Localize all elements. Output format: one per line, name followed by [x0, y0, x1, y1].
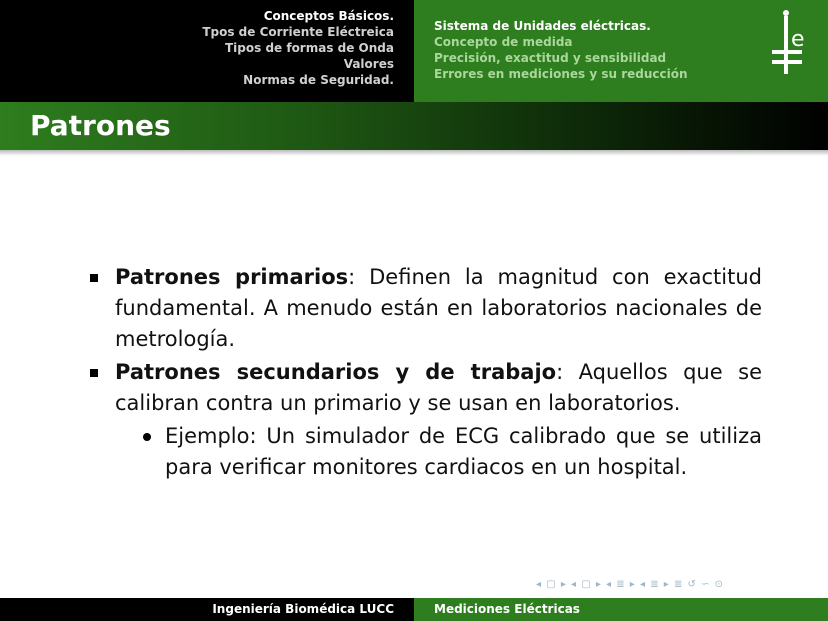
nav-item-concepto-medida[interactable]: Concepto de medida — [434, 35, 573, 49]
item-text: : Aquellos que se calibran contra un primario y se usan en laboratorios. — [115, 360, 762, 415]
square-bullet-icon — [90, 369, 98, 377]
item-text: : Definen la magnitud con exactitud fundamental. A menudo están en laboratorios nacionales de metrología. — [115, 265, 762, 351]
header — [0, 0, 828, 102]
item-term: Patrones primarios — [115, 265, 349, 289]
nav-item-formas-onda[interactable]: Tipos de formas de Onda — [224, 41, 394, 55]
footer-institution: Ingeniería Biomédica LUCC — [0, 598, 414, 621]
header-subsection-nav — [414, 0, 828, 102]
sub-list-item — [90, 421, 762, 483]
list-item — [90, 262, 762, 355]
footer — [0, 598, 828, 621]
nav-item-precision[interactable]: Precisión, exactitud y sensibilidad — [434, 51, 667, 65]
slide-content — [90, 262, 762, 483]
nav-item-errores[interactable]: Errores en mediciones y su reducción — [434, 67, 688, 81]
round-bullet-icon — [143, 433, 151, 441]
square-bullet-icon — [90, 274, 98, 282]
item-term: Patrones secundarios y de trabajo — [115, 360, 557, 384]
frame-title: Patrones — [30, 109, 171, 142]
nav-item-conceptos-basicos[interactable]: Conceptos Básicos. — [263, 9, 394, 23]
nav-item-sistema-unidades[interactable]: Sistema de Unidades eléctricas. — [434, 19, 651, 33]
sub-item-text: Ejemplo: Un simulador de ECG calibrado que se utiliza para verificar monitores cardiacos en un hospital. — [165, 424, 762, 479]
header-section-nav — [0, 0, 414, 102]
nav-item-tipos-corriente[interactable]: Tpos de Corriente Eléctreica — [202, 25, 394, 39]
list-item — [90, 357, 762, 419]
nav-item-normas-seguridad[interactable]: Normas de Seguridad. — [243, 73, 394, 87]
title-bar-shadow — [0, 150, 828, 156]
beamer-navigation-controls[interactable]: ◂ ▢ ▸ ◂ ▢ ▸ ◂ ≣ ▸ ◂ ≣ ▸ ≣ ↺ ∽ ⊙ — [536, 579, 725, 590]
ie-logo-icon — [770, 10, 814, 80]
nav-item-valores[interactable]: Valores — [343, 57, 394, 71]
svg-text:e: e — [791, 27, 805, 52]
footer-course: Mediciones Eléctricas — [414, 598, 828, 621]
